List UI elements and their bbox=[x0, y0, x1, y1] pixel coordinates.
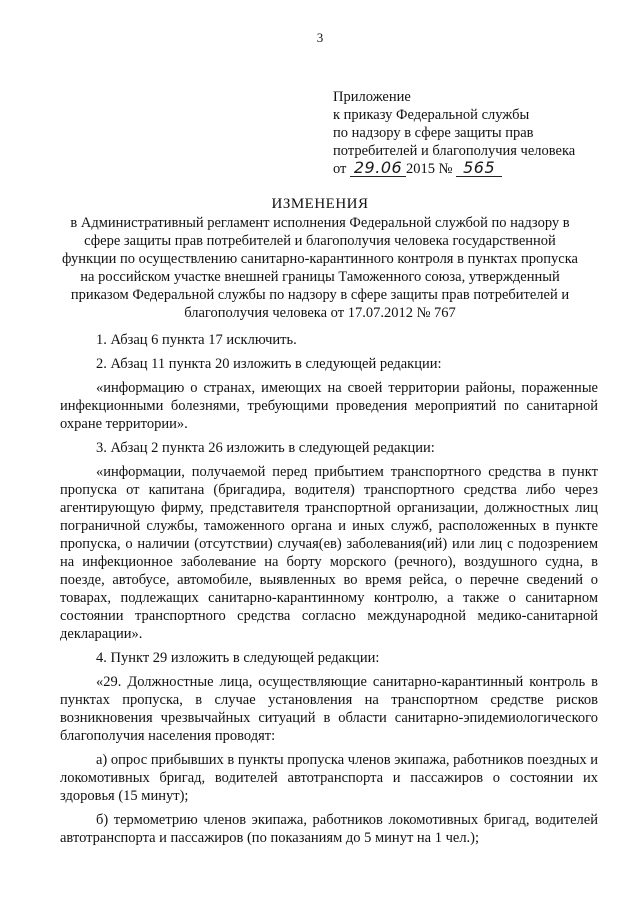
document-body bbox=[60, 331, 598, 853]
paragraph-4-item-a: а) опрос прибывших в пункты пропуска членов экипажа, работников поездных и локомотивных бригад, водителей автотранспорта и пассажиров о состоянии их здоровья (15 минут); bbox=[60, 752, 598, 804]
document-subtitle: в Административный регламент исполнения Федеральной службой по надзору в сфере защиты прав потребителей и благополучия человека государственной функции по осуществлению санитарно-карантинного контроля в пунктах пропуска на российском участке внешней границы Таможенного союза, утвержденный приказом Федеральной службы по надзору в сфере защиты прав потребителей и благополучия человека от 17.07.2012 № 767 bbox=[62, 215, 578, 321]
annex-line-1: Приложение bbox=[333, 89, 411, 105]
handwritten-date: 29.06 bbox=[350, 160, 406, 177]
paragraph-2: 2. Абзац 11 пункта 20 изложить в следующей редакции: bbox=[96, 356, 442, 372]
annex-line-2: к приказу Федеральной службы bbox=[333, 107, 530, 123]
paragraph-4-item-b: б) термометрию членов экипажа, работников локомотивных бригад, водителей автотранспорта и пассажиров (по показаниям до 5 минут на 1 чел.); bbox=[60, 812, 598, 846]
paragraph-4: 4. Пункт 29 изложить в следующей редакции: bbox=[96, 650, 380, 666]
paragraph-3: 3. Абзац 2 пункта 26 изложить в следующей редакции: bbox=[96, 440, 435, 456]
annex-line-3: по надзору в сфере защиты прав bbox=[333, 125, 534, 141]
page-number: 3 bbox=[316, 30, 324, 45]
annex-date-line bbox=[333, 160, 613, 178]
paragraph-4-quote: «29. Должностные лица, осуществляющие санитарно-карантинный контроль в пунктах пропуска, в случае установления на транспортном средстве рисков возникновения чрезвычайных ситуаций в области санитарно-эпидемиологического благополучия населения проводят: bbox=[60, 674, 598, 744]
annex-line-4: потребителей и благополучия человека bbox=[333, 143, 576, 159]
date-prefix: от bbox=[333, 161, 347, 177]
paragraph-2-quote: «информацию о странах, имеющих на своей территории районы, пораженные инфекционными болезнями, требующими проведения мероприятий по санитарной охране территории». bbox=[60, 380, 598, 432]
paragraph-1: 1. Абзац 6 пункта 17 исключить. bbox=[96, 332, 297, 348]
date-year: 2015 bbox=[406, 161, 436, 177]
annex-block bbox=[333, 88, 613, 178]
number-sign: № bbox=[438, 161, 453, 177]
paragraph-3-quote: «информации, получаемой перед прибытием транспортного средства в пункт пропуска от капитана (бригадира, водителя) транспортного средства либо через агентирующую фирму, представителя транспортной организации, должностных лиц пограничной службы, таможенного органа и иных служб, расположенных в пункте пропуска, о наличии (отсутствии) случая(ев) заболевания(ий) или лиц с подозрением на инфекционное заболевание на борту морского (речного), воздушного судна, в поезде, автобусе, автомобиле, выявленных во время рейса, о перечне сведений о товарах, подлежащих санитарно-карантинному контролю, а также о санитарном состоянии транспортного средства согласно международной медико-санитарной декларации». bbox=[60, 464, 598, 642]
handwritten-number: 565 bbox=[456, 160, 502, 177]
document-title: ИЗМЕНЕНИЯ bbox=[271, 196, 369, 212]
